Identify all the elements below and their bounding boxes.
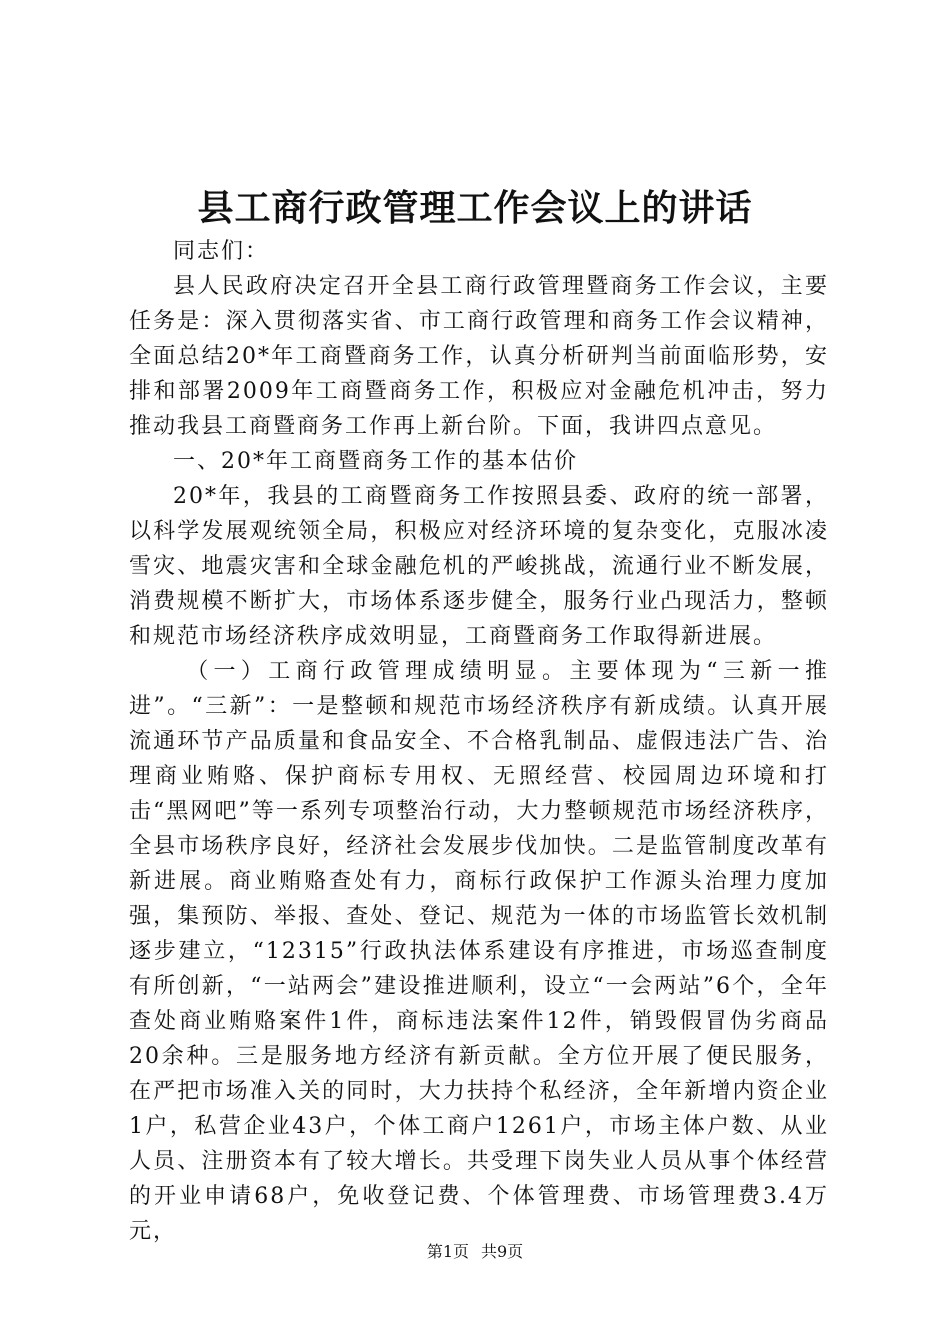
page-total: 共9页 (481, 1242, 524, 1261)
salutation: 同志们： (173, 239, 270, 264)
page-footer (0, 1240, 950, 1264)
paragraph-subsection-1: （一）工商行政管理成绩明显。主要体现为“三新一推进”。“三新”：一是整顿和规范市场经济秩序有新成绩。认真开展流通环节产品质量和食品安全、不合格乳制品、虚假违法广告、治理商业贿赂、保护商标专用权、无照经营、校园周边环境和打击“黑网吧”等一系列专项整治行动，大力整顿规范市场经济秩序，全县市场秩序良好，经济社会发展步伐加快。二是监管制度改革有新进展。商业贿赂查处有力，商标行政保护工作源头治理力度加强，集预防、举报、查处、登记、规范为一体的市场监管长效机制逐步建立，“12315”行政执法体系建设有序推进，市场巡查制度有所创新，“一站两会”建设推进顺利，设立“一会两站”6个，全年查处商业贿赂案件1件，商标违法案件12件，销毁假冒伪劣商品20余种。三是服务地方经济有新贡献。全方位开展了便民服务，在严把市场准入关的同时，大力扶持个私经济，全年新增内资企业1户，私营企业43户，个体工商户1261户，市场主体户数、从业人员、注册资本有了较大增长。共受理下岗失业人员从事个体经营的开业申请68户，免收登记费、个体管理费、市场管理费3.4万元， (129, 659, 829, 1244)
document-title: 县工商行政管理工作会议上的讲话 (197, 187, 753, 229)
document-body (129, 234, 829, 1249)
paragraph-intro: 县人民政府决定召开全县工商行政管理暨商务工作会议，主要任务是：深入贯彻落实省、市工商行政管理和商务工作会议精神，全面总结20*年工商暨商务工作，认真分析研判当前面临形势，安排和部署2009年工商暨商务工作，积极应对金融危机冲击，努力推动我县工商暨商务工作再上新台阶。下面，我讲四点意见。 (129, 274, 829, 439)
page-number: 第1页 (426, 1242, 469, 1261)
paragraph-overview: 20*年，我县的工商暨商务工作按照县委、政府的统一部署，以科学发展观统领全局，积极应对经济环境的复杂变化，克服冰凌雪灾、地震灾害和全球金融危机的严峻挑战，流通行业不断发展，消费规模不断扩大，市场体系逐步健全，服务行业凸现活力，整顿和规范市场经济秩序成效明显，工商暨商务工作取得新进展。 (129, 484, 829, 649)
section-heading-1: 一、20*年工商暨商务工作的基本估价 (173, 449, 578, 474)
